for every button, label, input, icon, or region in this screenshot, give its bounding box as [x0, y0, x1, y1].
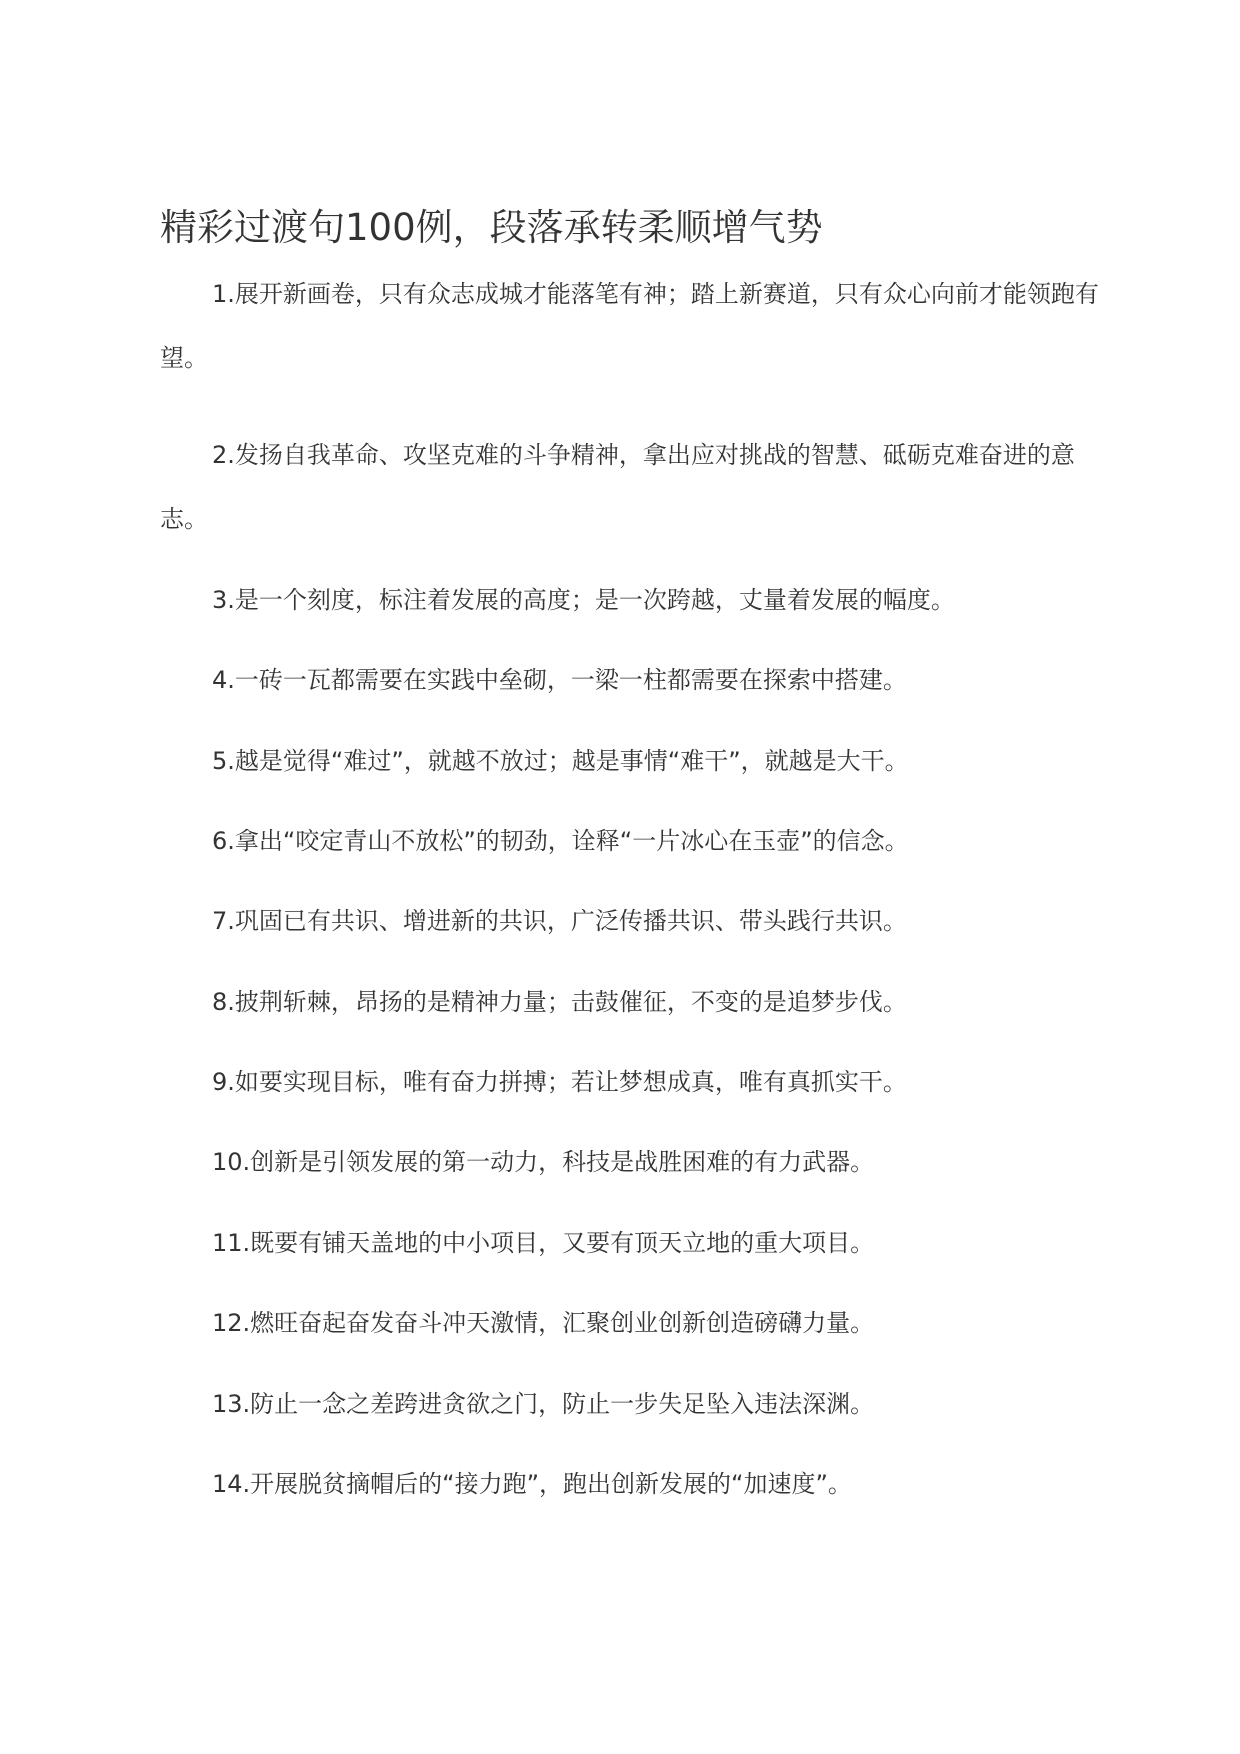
paragraph-11: 11.既要有铺天盖地的中小项目，又要有顶天立地的重大项目。 [212, 1229, 875, 1257]
paragraph-8: 8.披荆斩棘，昂扬的是精神力量；击鼓催征，不变的是追梦步伐。 [212, 988, 907, 1016]
paragraph-10: 10.创新是引领发展的第一动力，科技是战胜困难的有力武器。 [212, 1148, 875, 1176]
paragraph-3: 3.是一个刻度，标注着发展的高度；是一次跨越，丈量着发展的幅度。 [212, 586, 955, 614]
paragraph-5: 5.越是觉得“难过”，就越不放过；越是事情“难干”，就越是大干。 [212, 747, 909, 775]
paragraph-13: 13.防止一念之差跨进贪欲之门，防止一步失足坠入违法深渊。 [212, 1390, 875, 1418]
paragraph-4: 4.一砖一瓦都需要在实践中垒砌，一梁一柱都需要在探索中搭建。 [212, 666, 907, 694]
paragraph-1: 1.展开新画卷，只有众志成城才能落笔有神；踏上新赛道，只有众心向前才能领跑有望。 [160, 280, 1099, 372]
paragraph-12: 12.燃旺奋起奋发奋斗冲天激情，汇聚创业创新创造磅礴力量。 [212, 1309, 875, 1337]
paragraph-6: 6.拿出“咬定青山不放松”的韧劲，诠释“一片冰心在玉壶”的信念。 [212, 827, 909, 855]
paragraph-7: 7.巩固已有共识、增进新的共识，广泛传播共识、带头践行共识。 [212, 907, 907, 935]
document-title: 精彩过渡句100例，段落承转柔顺增气势 [160, 206, 823, 249]
paragraph-14: 14.开展脱贫摘帽后的“接力跑”，跑出创新发展的“加速度”。 [212, 1470, 852, 1498]
paragraph-9: 9.如要实现目标，唯有奋力拼搏；若让梦想成真，唯有真抓实干。 [212, 1068, 907, 1096]
paragraph-2: 2.发扬自我革命、攻坚克难的斗争精神，拿出应对挑战的智慧、砥砺克难奋进的意志。 [160, 441, 1075, 533]
